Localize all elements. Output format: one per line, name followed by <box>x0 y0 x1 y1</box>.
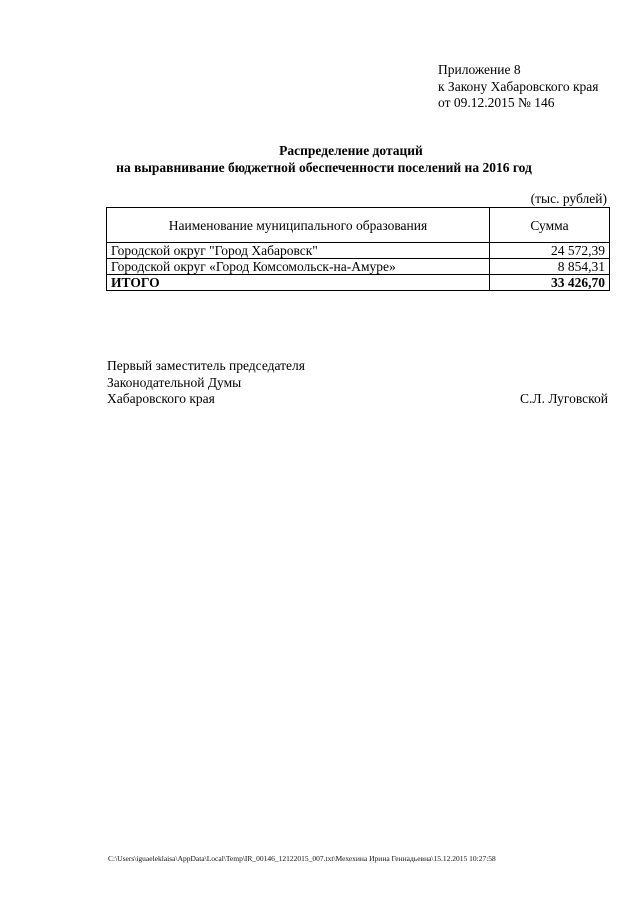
total-amount: 33 426,70 <box>490 275 610 291</box>
row-amount: 24 572,39 <box>490 243 610 259</box>
title-line-2: на выравнивание бюджетной обеспеченности поселений на 2016 год <box>116 159 532 175</box>
appendix-line-3: от 09.12.2015 № 146 <box>438 95 555 110</box>
title-line-1: Распределение дотаций <box>279 143 423 158</box>
total-row <box>107 275 610 291</box>
appendix-line-2: к Закону Хабаровского края <box>438 78 599 94</box>
header-amount: Сумма <box>490 208 610 243</box>
row-amount: 8 854,31 <box>490 259 610 275</box>
table-row <box>107 243 610 259</box>
total-label: ИТОГО <box>107 275 490 291</box>
signature-block <box>107 358 305 408</box>
header-name: Наименование муниципального образования <box>107 208 490 243</box>
table-header-row <box>107 208 610 243</box>
units-label: (тыс. рублей) <box>530 191 607 206</box>
signer-name: С.Л. Луговской <box>520 391 608 406</box>
appendix-line-1: Приложение 8 <box>438 62 521 77</box>
footer-file-path: C:\Users\iguaeleklaisa\AppData\Local\Temp\IR_00146_12122015_007.txt\Мехехина Ирина Геннадьевна\15.12.2015 10:27:58 <box>108 854 496 863</box>
distribution-table <box>106 207 610 291</box>
row-name: Городской округ «Город Комсомольск-на-Амуре» <box>107 259 490 275</box>
signature-line-3: Хабаровского края <box>107 391 215 406</box>
signature-line-2: Законодательной Думы <box>107 374 242 390</box>
signature-line-1: Первый заместитель председателя <box>107 358 305 373</box>
row-name: Городской округ "Город Хабаровск" <box>107 243 490 259</box>
appendix-header <box>438 62 599 112</box>
document-title <box>0 143 640 176</box>
table-row <box>107 259 610 275</box>
